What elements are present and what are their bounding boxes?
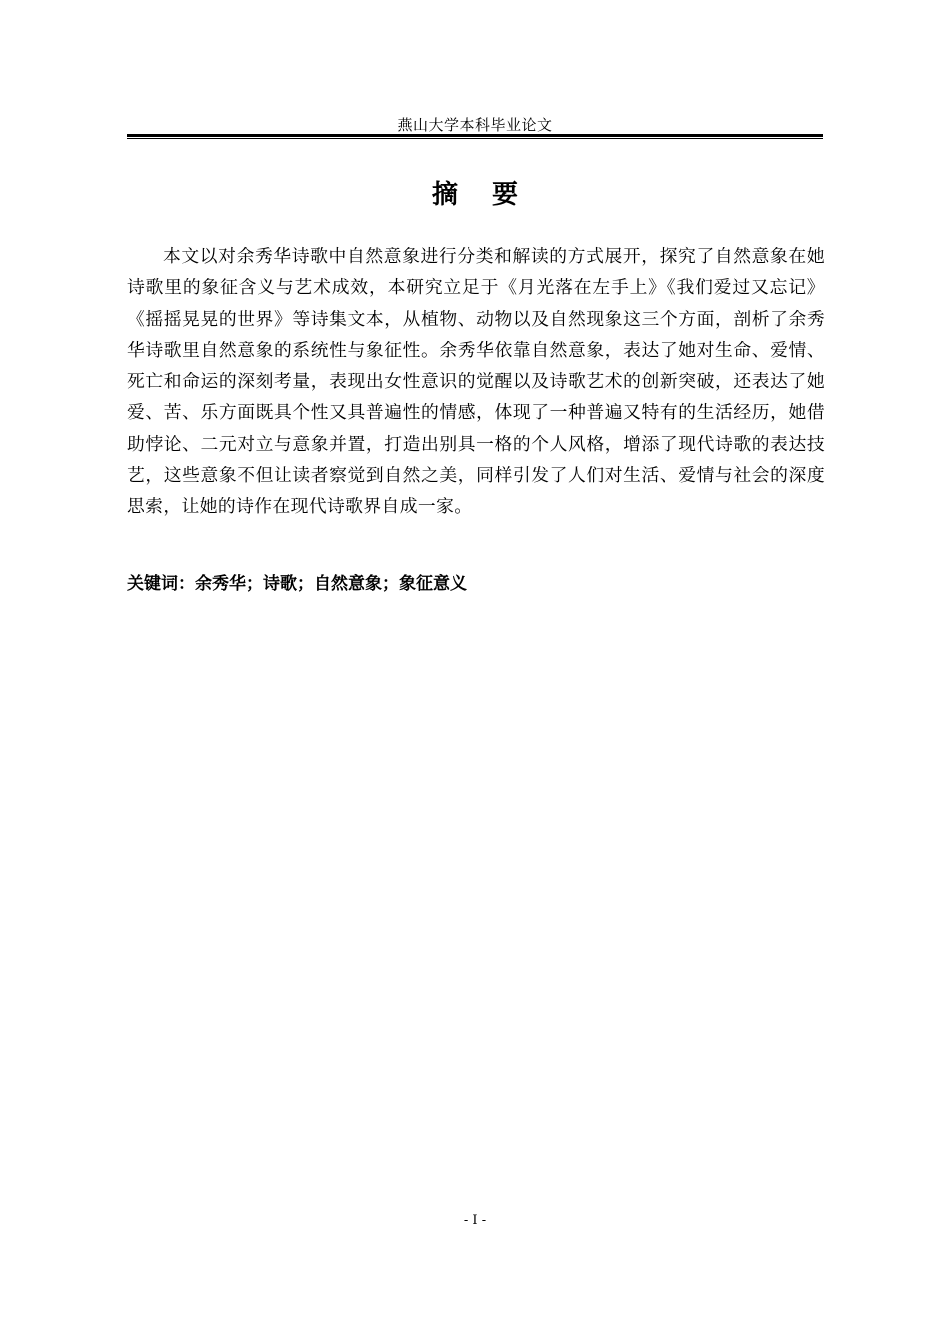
abstract-title: 摘要 [431, 180, 552, 210]
keywords-line [127, 570, 823, 598]
page-number: - I - [463, 1213, 487, 1228]
abstract-body: 本文以对余秀华诗歌中自然意象进行分类和解读的方式展开，探究了自然意象在她诗歌里的象征含义与艺术成效，本研究立足于《月光落在左手上》《我们爱过又忘记》《摇摇晃晃的世界》等诗集文本，从植物、动物以及自然现象这三个方面，剖析了余秀华诗歌里自然意象的系统性与象征性。余秀华依靠自然意象，表达了她对生命、爱情、死亡和命运的深刻考量，表现出女性意识的觉醒以及诗歌艺术的创新突破，还表达了她爱、苦、乐方面既具个性又具普遍性的情感，体现了一种普遍又特有的生活经历，她借助悖论、二元对立与意象并置，打造出别具一格的个人风格，增添了现代诗歌的表达技艺，这些意象不但让读者察觉到自然之美，同样引发了人们对生活、爱情与社会的深度思索，让她的诗作在现代诗歌界自成一家。 [127, 246, 825, 518]
keywords-label: 关键词： [127, 574, 195, 594]
keywords-terms: 余秀华；诗歌；自然意象；象征意义 [195, 574, 467, 594]
header-rule-thin [127, 138, 823, 139]
running-header: 燕山大学本科毕业论文 [397, 116, 553, 134]
header-rule-thick [127, 134, 823, 137]
